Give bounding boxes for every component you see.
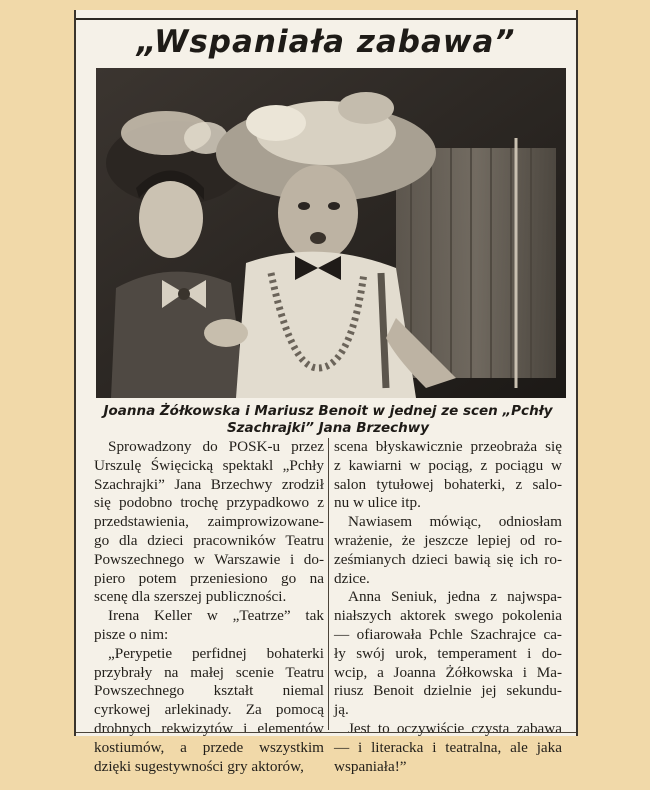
text-column-left (94, 438, 324, 776)
article-text-line: Szachrajki” Jana Brzechwy zrodził (94, 475, 324, 493)
article-text-line: — i literacka i teatralna, ale jaka (334, 738, 562, 756)
article-text-line: Urszulę Święcicką spektakl „Pchły (94, 456, 324, 474)
article-text-line: niałszych aktorek swego pokolenia (334, 607, 562, 625)
article-text-line: salon tytułowej bohaterki, z salo- (334, 475, 562, 493)
article-text-line: wcip, a Joanna Żółkowska i Ma- (334, 663, 562, 681)
article-text-line: scena błyskawicznie przeobraża się (334, 438, 562, 455)
article-text-line: dzięki sugestywności gry aktorów, (94, 757, 304, 775)
article-text-line: Anna Seniuk, jedna z najwspa- (348, 588, 562, 606)
article-text-line: Sprowadzony do POSK-u przez (108, 438, 324, 455)
article-text-line: kostiumów, a przede wszystkim (94, 738, 324, 756)
article-text-line: przybrały na małej scenie Teatru (94, 663, 324, 681)
article-headline: „Wspaniała zabawa” (136, 24, 516, 60)
article-text-line: ły swój urok, temperament i do- (334, 644, 562, 662)
article-text-line: scenę dla szerszej publiczności. (94, 588, 287, 606)
article-text-line: go dla dzieci pracowników Teatru (94, 531, 324, 549)
article-text-line: ześmianych dzieci bawią się ich ro- (334, 550, 562, 568)
photo-caption (86, 403, 570, 437)
bottom-rule (76, 732, 576, 733)
caption-line: Szachrajki” Jana Brzechwy (226, 420, 430, 436)
article-text-line: dzice. (334, 569, 370, 587)
article-text-line: drobnych rekwizytów i elementów (94, 719, 324, 737)
article-text-line: się podobno trochę przypadkowo z (94, 494, 324, 512)
article-text-line: przedstawienia, zaimprowizowane- (94, 513, 324, 531)
article-text-line: Irena Keller w „Teatrze” tak (108, 607, 324, 625)
article-text-line: riusz Benoit dzielnie jej sekundu- (334, 682, 562, 700)
article-text-line: Powszechnego kształt niemal (94, 682, 324, 700)
newspaper-clipping (74, 10, 578, 775)
stage-photo-image (96, 68, 566, 398)
article-text-line: ją. (334, 701, 349, 719)
article-text-line: wspaniała!” (334, 757, 407, 775)
text-column-right (334, 438, 562, 776)
article-text-line: piero potem przeniesiono go na (94, 569, 324, 587)
article-photo (96, 68, 566, 398)
article-text-line: Jest to oczywiście czysta zabawa (348, 719, 562, 737)
article-text-line: pisze o nim: (94, 625, 169, 643)
top-rule (76, 18, 576, 20)
article-text-line: Powszechnego w Warszawie i do- (94, 550, 324, 568)
article-text-line: nu w ulice itp. (334, 494, 421, 512)
column-divider (328, 438, 329, 730)
caption-line: Joanna Żółkowska i Mariusz Benoit w jednej ze scen „Pchły (103, 403, 553, 419)
article-text-line: „Perypetie perfidnej bohaterki (108, 644, 324, 662)
article-text-line: cyrkowej arlekinady. Za pomocą (94, 701, 324, 719)
article-text-line: wrażenie, że jeszcze lepiej od ro- (334, 531, 562, 549)
article-text-line: z kawiarni w pociąg, z pociągu w (334, 456, 562, 474)
article-text-line: Nawiasem mówiąc, odniosłam (348, 513, 562, 531)
article-text-line: — ofiarowała Pchle Szachrajce ca- (334, 625, 562, 643)
